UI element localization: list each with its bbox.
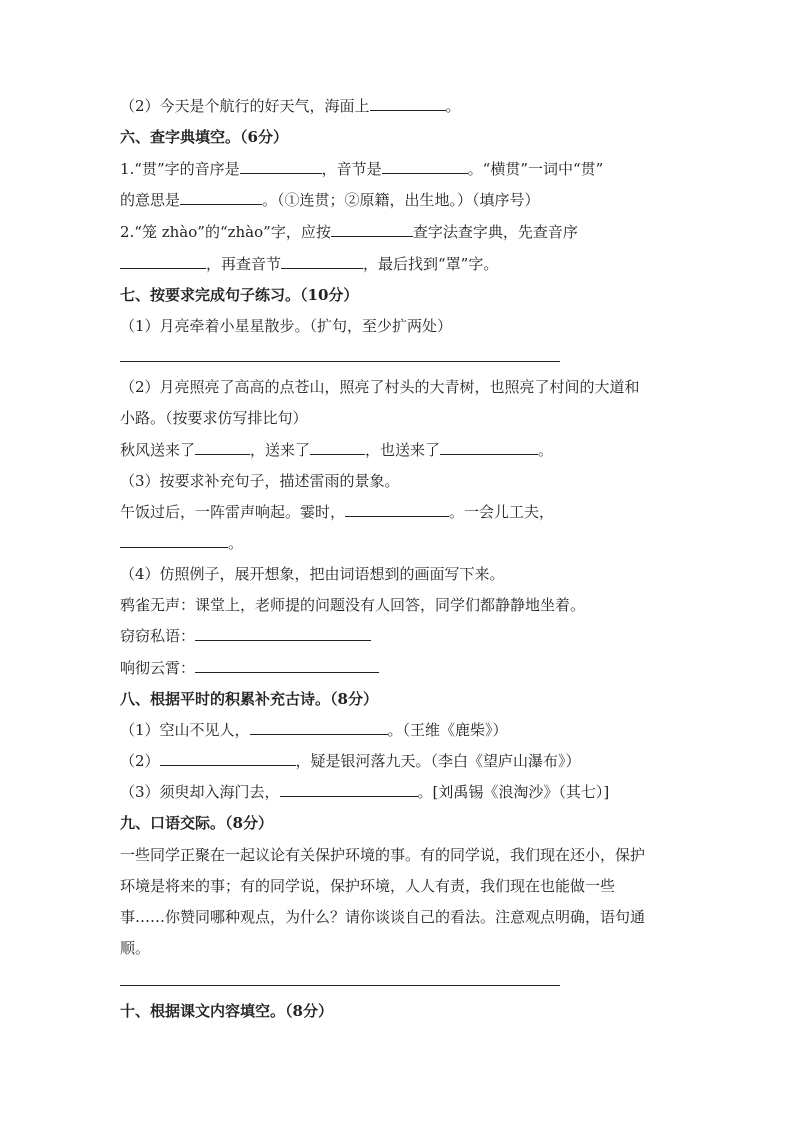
answer-blank[interactable] (250, 720, 388, 735)
question-line (120, 720, 508, 740)
question-line (120, 440, 553, 460)
answer-blank[interactable] (345, 502, 449, 517)
question-line: （4）仿照例子，展开想象，把由词语想到的画面写下来。 (120, 565, 505, 583)
question-line (120, 751, 581, 771)
question-line (120, 502, 554, 522)
answer-blank[interactable] (120, 254, 206, 269)
answer-blank[interactable] (195, 440, 250, 455)
question-text: ，最后找到“罩”字。 (363, 255, 499, 273)
question-text: 。（①连贯；②原籍，出生地。）（填序号） (262, 191, 540, 209)
question-line: （1）月亮牵着小星星散步。（扩句，至少扩两处） (120, 317, 453, 335)
answer-blank[interactable] (160, 751, 296, 766)
section-heading: 九、口语交际。（8分） (120, 814, 273, 832)
answer-blank[interactable] (370, 96, 446, 111)
question-line: （2）月亮照亮了高高的点苍山，照亮了村头的大青树，也照亮了村间的大道和 (120, 378, 640, 396)
answer-blank[interactable] (240, 159, 322, 174)
question-text: 。（王维《鹿柴》） (387, 721, 508, 739)
question-line (120, 626, 371, 646)
question-text: （3）须臾却入海门去， (120, 783, 280, 801)
question-text: （2） (120, 752, 160, 770)
question-text: 响彻云霄： (120, 659, 196, 677)
question-line (120, 96, 461, 116)
question-text: 午饭过后，一阵雷声响起。霎时， (120, 503, 346, 521)
section-heading: 十、根据课文内容填空。（8分） (120, 1002, 333, 1020)
question-text: 秋风送来了 (120, 441, 196, 459)
question-line (120, 782, 609, 802)
question-text: 窃窃私语： (120, 627, 196, 645)
question-line: 小路。（按要求仿写排比句） (120, 409, 308, 427)
question-text: ，疑是银河落九天。（李白《望庐山瀑布》） (295, 752, 581, 770)
question-line: 一些同学正聚在一起议论有关保护环境的事。有的同学说，我们现在还小，保护 (120, 846, 646, 864)
answer-line[interactable] (120, 361, 560, 362)
question-line: 事……你赞同哪种观点，为什么？请你谈谈自己的看法。注意观点明确，语句通 (120, 908, 646, 926)
question-text: 1.“贯”字的音序是 (120, 160, 240, 178)
answer-blank[interactable] (195, 626, 371, 641)
answer-blank[interactable] (120, 533, 228, 548)
question-line (120, 658, 379, 678)
question-line: 顺。 (120, 939, 151, 957)
answer-blank[interactable] (195, 658, 379, 673)
question-line: （3）按要求补充句子，描述雷雨的景象。 (120, 472, 400, 490)
question-text: 。[刘禹锡《浪淘沙》（其七）] (417, 783, 610, 801)
question-line: 环境是将来的事；有的同学说，保护环境，人人有责，我们现在也能做一些 (120, 877, 616, 895)
answer-blank[interactable] (281, 254, 363, 269)
question-text: 2.“笼 zhào”的“zhào”字，应按 (120, 223, 331, 241)
question-text: ，也送来了 (365, 441, 441, 459)
section-heading: 六、查字典填空。（6分） (120, 128, 288, 146)
answer-blank[interactable] (180, 190, 262, 205)
question-text: 的意思是 (120, 191, 181, 209)
answer-blank[interactable] (310, 440, 365, 455)
question-text: 查字法查字典，先查音序 (412, 223, 578, 241)
answer-blank[interactable] (440, 440, 538, 455)
question-text: ，音节是 (321, 160, 382, 178)
question-text: （2）今天是个航行的好天气，海面上 (120, 97, 370, 115)
question-line (120, 190, 540, 210)
question-text: 。“横贯”一词中“贯” (467, 160, 604, 178)
answer-blank[interactable] (280, 782, 418, 797)
question-line (120, 533, 243, 553)
section-heading: 七、按要求完成句子练习。（10分） (120, 286, 359, 304)
question-text: 。 (538, 441, 554, 459)
question-text: 。一会儿工夫， (449, 503, 555, 521)
question-line (120, 222, 578, 242)
question-line (120, 159, 603, 179)
question-line (120, 254, 498, 274)
answer-blank[interactable] (382, 159, 468, 174)
question-text: ，再查音节 (206, 255, 282, 273)
answer-line[interactable] (120, 985, 560, 986)
question-text: ，送来了 (250, 441, 311, 459)
answer-blank[interactable] (331, 222, 413, 237)
section-heading: 八、根据平时的积累补充古诗。（8分） (120, 690, 378, 708)
question-line: 鸦雀无声：课堂上，老师提的问题没有人回答，同学们都静静地坐着。 (120, 596, 586, 614)
question-text: （1）空山不见人， (120, 721, 250, 739)
question-text: 。 (445, 97, 461, 115)
question-text: 。 (228, 534, 244, 552)
